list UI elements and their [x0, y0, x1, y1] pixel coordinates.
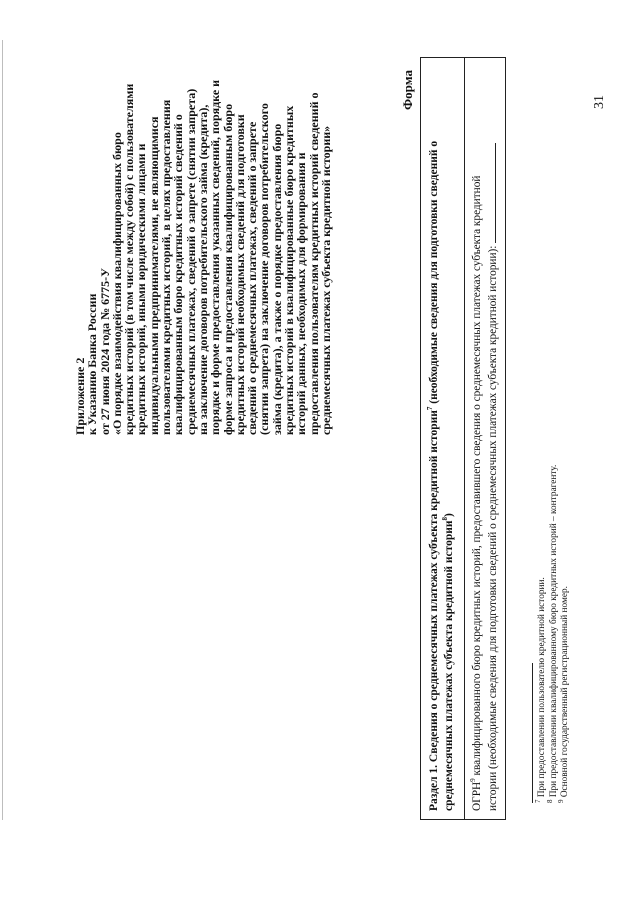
footnotes — [533, 464, 572, 803]
appendix-line: на заключение договоров потребительского займа (кредита), — [195, 104, 210, 435]
appendix-line: кредитных историй, иными юридическими лицами и — [134, 143, 149, 435]
section-1-table — [420, 57, 506, 820]
appendix-line: порядке и форме предоставления указанных сведений, порядке и — [208, 79, 223, 435]
ogrn-line-2: истории (необходимые сведения для подготовки сведений о среднемесячных платежах субъекта кредитной истории): — [487, 143, 499, 811]
appendix-line: (снятии запрета) на заключение договоров потребительского — [257, 103, 272, 435]
appendix-line: среднемесячных платежах, сведений о запрете (снятии запрета) — [183, 88, 198, 435]
ogrn-line-1: ОГРН$^9$ квалифицированного бюро кредитных историй, предоставившего сведения о среднемесячных платежах субъекта кредитной — [469, 175, 483, 811]
appendix-line: индивидуальными предпринимателями, не являющимися — [146, 116, 161, 435]
appendix-line: среднемесячных платежах субъекта кредитной истории» — [318, 125, 333, 435]
appendix-line: кредитных историй необходимых сведений для подготовки — [232, 114, 247, 435]
appendix-line: кредитных историй (в том числе между собой) с пользователями — [122, 83, 137, 435]
footnote-item: $^8$ При предоставлении квалифицированному бюро кредитных историй – контрагенту. — [545, 464, 559, 803]
appendix-line: квалифицированным бюро кредитных историй сведений о — [171, 114, 186, 435]
page-number: 31 — [592, 95, 607, 109]
appendix-line: пользователями кредитных историй, в целях предоставления — [159, 99, 174, 435]
appendix-line: «О порядке взаимодействия квалифицированных бюро — [109, 132, 124, 435]
form-label: Форма — [400, 70, 415, 110]
section-title-line-1: Раздел 1. Сведения о среднемесячных платежах субъекта кредитной истории$^7$ (необходимые сведения для подготовки сведений о — [426, 140, 440, 811]
appendix-line: сведений о среднемесячных платежах, сведений о запрете — [245, 121, 260, 435]
appendix-header — [74, 55, 332, 435]
footnote-divider — [532, 663, 533, 803]
section-title-row — [421, 58, 465, 819]
ogrn-row — [465, 58, 506, 819]
appendix-line: от 27 июня 2024 года № 6775-У — [97, 268, 112, 435]
appendix-line: займа (кредита), а также о порядке предоставления бюро — [269, 123, 284, 435]
appendix-line: Приложение 2 — [73, 357, 87, 435]
ogrn-label: ОГРН — [471, 781, 483, 811]
appendix-line: историй данных, необходимых для формирования и — [294, 152, 309, 435]
footnote-item: $^7$ При предоставлении пользователю кредитной истории. — [533, 577, 547, 803]
appendix-line: форме запроса и предоставления квалифицированным бюро — [220, 103, 235, 435]
appendix-line: к Указанию Банка России — [85, 293, 100, 435]
footnote-item: $^9$ Основной государственный регистрационный номер. — [557, 586, 571, 803]
ogrn-input-line[interactable] — [485, 143, 496, 243]
appendix-line: предоставления пользователям кредитных историй сведений о — [306, 92, 321, 435]
section-title-line-2: среднемесячных платежах субъекта кредитной истории$^8$) — [441, 513, 455, 811]
appendix-line: кредитных историй в квалифицированные бюро кредитных — [282, 105, 297, 435]
